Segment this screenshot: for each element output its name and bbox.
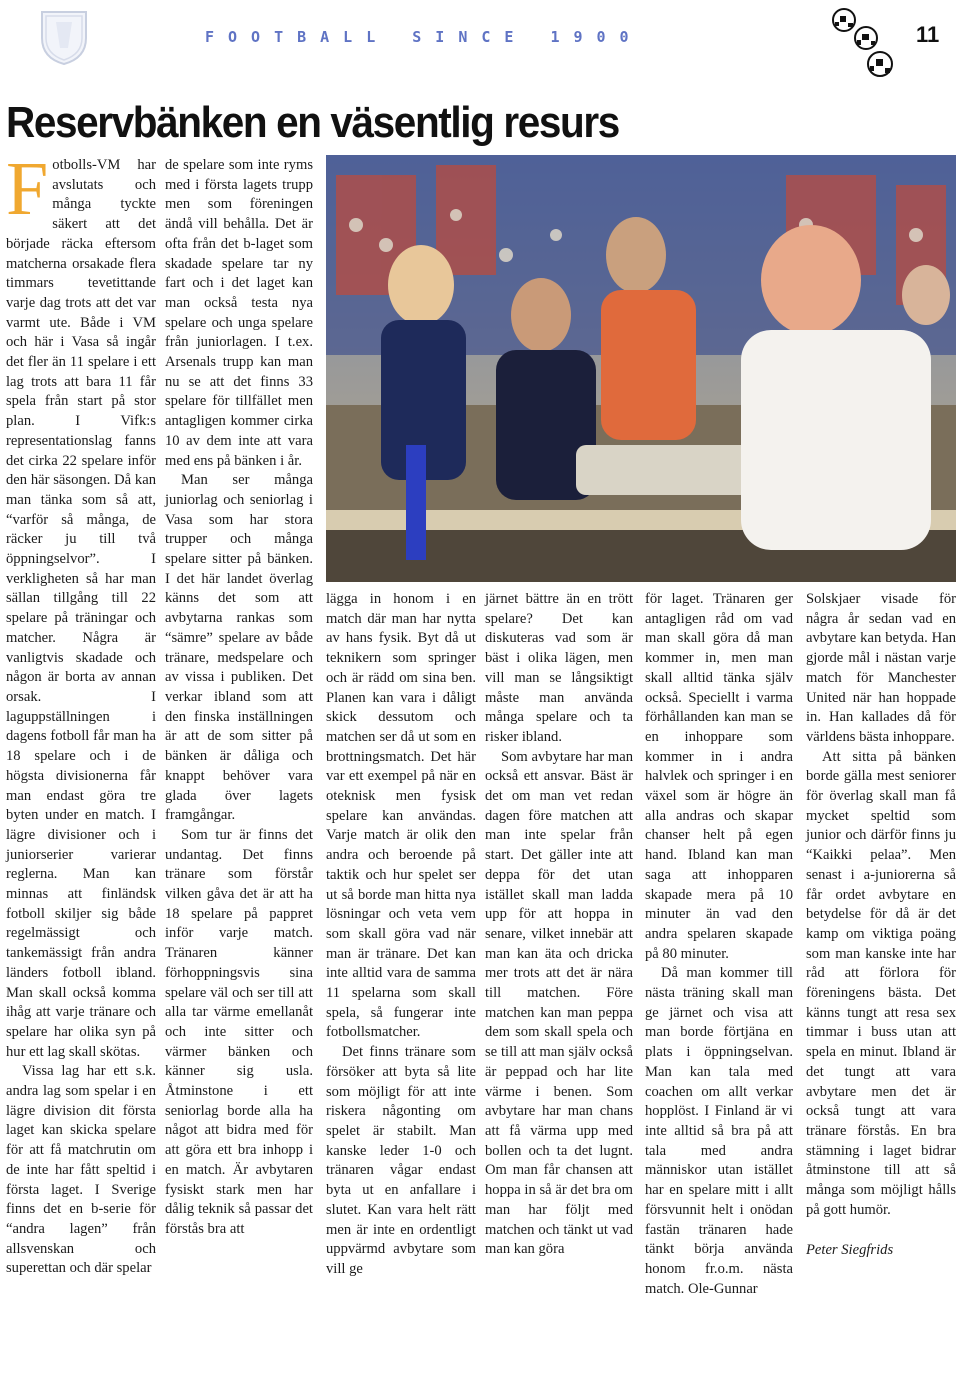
body-paragraph: för laget. Tränaren ger antagligen råd om vad man skall göra då man kommer in, men man skall alltid tänka själv också. Speciellt i varma förhållanden kan man se en inhoppare som kommer in i andra halvlek och springer i en växel som är högre än alla andras och skapar chanser helt på egen hand. Ibland kan man saga att inhopparen skapade mera på 10 minuter än vad den andra spelaren skapade på 80 minuter.: [645, 591, 793, 962]
body-paragraph: järnet bättre än en trött spelare? Det kan diskuteras vad som är bäst i olika lägen, men vill man se långsiktigt måste man använda många spelare och ta risker ibland.: [485, 591, 633, 745]
page-number: 11: [916, 22, 940, 47]
body-paragraph: Solskjaer visade för några år sedan vad en avbytare kan betyda. Han gjorde mål i nästan varje match för Manchester United när han hoppade in. Han kallades då för världens bästa inhoppare.: [806, 591, 956, 745]
article-column-3: [326, 590, 476, 1280]
article-column-4: [485, 590, 633, 1260]
drop-cap: F: [6, 147, 49, 231]
article-headline: Reservbänken en väsentlig resurs: [6, 98, 619, 147]
body-paragraph: Vissa lag har ett s.k. andra lag som spelar i en lägre division dit första laget kan skicka spelare för att få matchrutin om de inte har fått speltid i första laget. I Sverige finns det en b-serie för “andra lagen” från allsvenskan och superettan och där spelar: [6, 1063, 156, 1277]
body-paragraph: lägga in honom i en match där man har nytta av hans fysik. Byt då ut teknikern som springer och är rädd om sina ben. Planen kan vara i dåligt skick dessutom och matchen ser då ut som en brottningsmatch. Det här var ett exempel på när en oteknisk men fysisk spelare kan användas. Varje match är olik den andra och beroende på taktik och hur spelet ser ut så borde man hitta nya lösningar och veta vem som skall göra vad när man är tränare. Det kan inte alltid vara de samma 11 spelarna som skall spela, så fungerar inte fotbollsmatcher.: [326, 591, 476, 1041]
body-paragraph: Som avbytare har man också ett ansvar. Bäst är det om man vet redan dagen före matchen att man inte spelar från start. Det gäller inte att deppa för det utan istället skall man ladda upp för att hoppa in senare, vilket innebär att man kan äta och dricka mer trots att det är nära till matchen. Före matchen kan man peppa dem som skall spela och se till att man själv också är peppad och har lite värme i benen. Som avbytare har man chans att få värma upp med bollen och ta det lugnt. Om man får chansen att hoppa in så är det bra om man har följt med matchen och tänkt ut vad man kan göra: [485, 748, 633, 1258]
page-header: [0, 0, 960, 80]
football-icon: [828, 4, 898, 80]
body-paragraph: Då man kommer till nästa träning skall man ge järnet och visa att man borde förtjäna en plats i öppningselvan. Man kan tala med coachen om allt verkar hopplöst. I Finland är vi inte alltid så bra på att tala med andra människor utan istället har en spelare mitt i allt försvunnit helt i onödan fastän tränaren hade tänkt börja använda honom fr.o.m. nästa match. Ole-Gunnar: [645, 965, 793, 1297]
body-paragraph: Att sitta på bänken borde gälla mest seniorer för överlag skall man få mycket speltid som junior och därför finns ju “Kaikki pelaa”. Men senast i a-juniorerna så får ordet avbytare en betydelse för då är det kamp om viktiga poäng som man kanske inte har råd att förlora för föreningens bästa. Det känns tungt att resa sex timmar i buss utan att spela en minut. Ibland är det tungt att vara avbytare men det är också tungt att vara tränare förstås. En bra stämning i laget bidrar åtminstone till att så många som möjligt hålls på gott humör.: [806, 748, 956, 1218]
body-paragraph: Man ser många juniorlag och seniorlag i Vasa som har stora trupper och många spelare sitter på bänken. I det här landet överlag känns det som att avbytarna rankas som “sämre” spelare av både tränare, medspelare och av vissa i publiken. Det verkar ibland som att den finska inställningen är att de som sitter på bänken är dåliga och knappt behöver vara glada över lagets framgångar.: [165, 472, 313, 824]
body-paragraph: Det finns tränare som försöker att byta så lite som möjligt för att inte riskera någonting om spelet är stabilt. Man kanske leder 1-0 och tränaren vågar endast byta ut en anfallare i slutet. Kan vara helt rätt men är inte en ordentligt uppvärmd avbytare som vill ge: [326, 1044, 476, 1277]
article-column-2: [165, 156, 313, 1240]
body-paragraph: de spelare som inte ryms med i första lagets trupp men som föreningen ändå vill behålla. Det är ofta från det b-laget som skadade spelare tar ny fart och i det laget kan man också testa nya spelare och unga spelare från juniorlagen. I t.ex. Arsenals trupp kan man nu se att det finns 33 spelare för tillfället men antagligen kommer cirka 10 av dem inte att vara med ens på bänken i år.: [165, 157, 313, 469]
team-bench-photo: [326, 155, 956, 582]
article-column-5: [645, 590, 793, 1299]
body-paragraph: Som tur är finns det undantag. Det finns tränare som förstår vilken gåva det är att ha 18 spelare på pappret inför varje match. Tränaren känner förhoppningsvis sina spelare väl och ser till att alla tar värme emellanåt och inte sitter och värmer bänken och känner sig usla. Åtminstone i ett seniorlag borde alla ha något att bidra med för att göra ett bra inhopp i en match. Är avbytaren fysiskt stark men har dålig teknik så passar det förstås bra att: [165, 826, 313, 1237]
club-crest-icon: [38, 8, 90, 66]
article-column-1: [6, 147, 156, 1279]
body-paragraph: Fotbolls-VM har avslutats och många tyckte säkert att det började räcka eftersom matcherna orsakade flera timmars tevetittande varje dag trots att det var varmt ute. Både i VM och här i Vasa så ingår det fler än 11 spelare i ett lag trots att bara 11 får spela från start på stor plan. I Vifk:s representationslag fanns det cirka 22 spelare inför den här säsongen. Då kan man tänka som så att, “varför så många, de räcker ju till två öppningselvor”. I verkligheten så har man sällan tillgång till 22 spelare på träningar och matcher. Några är vanligtvis skadade och någon är borta av annan orsak. I laguppställningen i dagens fotboll får man ha 18 spelare och i de högsta divisionerna får man endast göra tre byten under en match. I lägre divisioner och i juniorserier varierar reglerna. Man kan minnas att finländsk fotboll skiljer sig både regelmässigt och tankemässigt från andra länders fotboll ibland. Man skall också komma ihåg att varje tränare och spelare har olika syn på hur ett lag skall skötas.: [6, 147, 156, 1060]
author-signature: Peter Siegfrids: [806, 1241, 894, 1258]
masthead: FOOTBALL SINCE 1900: [205, 28, 643, 46]
photo-illustration: [326, 155, 956, 582]
article-column-6: [806, 590, 956, 1260]
